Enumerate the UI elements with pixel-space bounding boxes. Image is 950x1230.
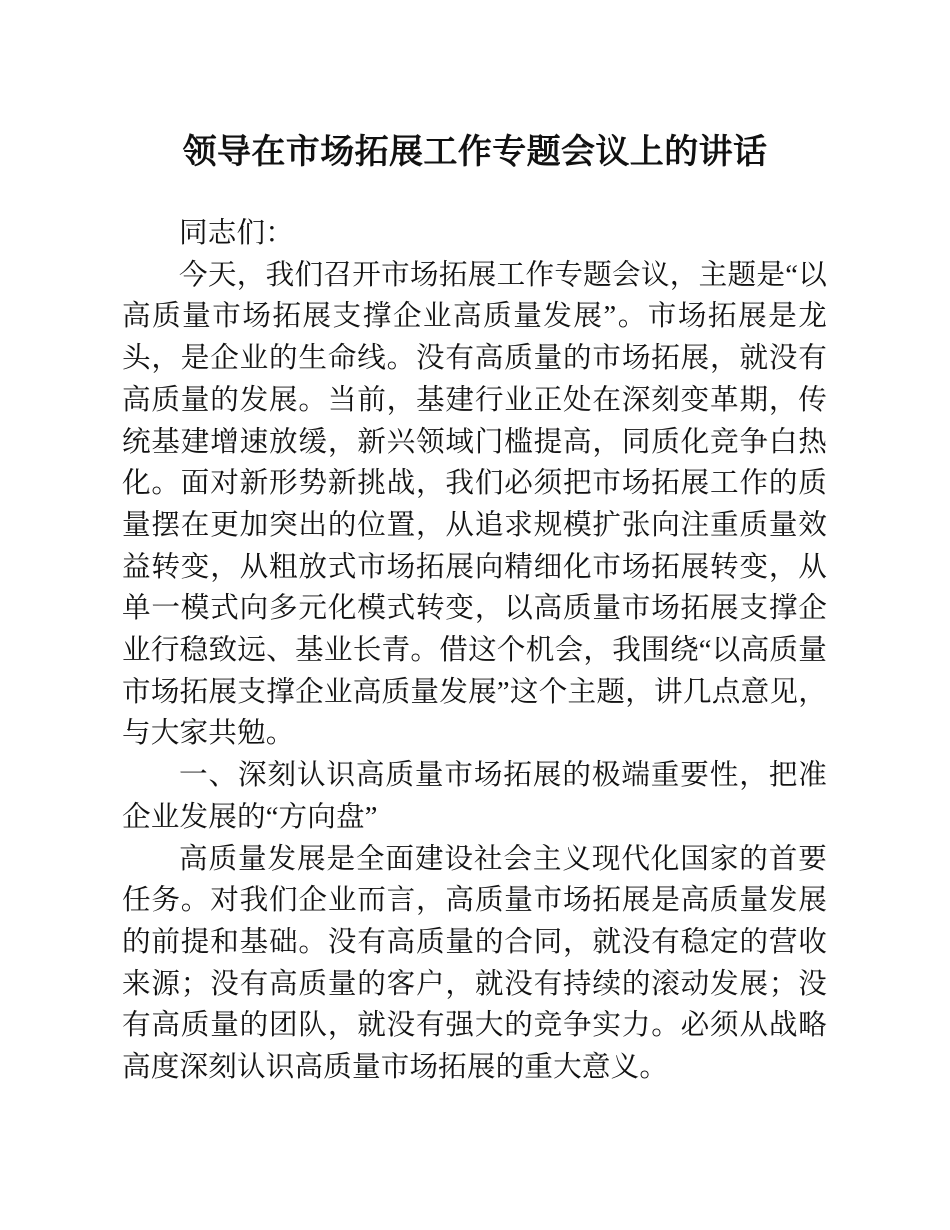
document-body — [122, 213, 827, 1089]
paragraph-section-1-body: 高质量发展是全面建设社会主义现代化国家的首要任务。对我们企业而言，高质量市场拓展是高质量发展的前提和基础。没有高质量的合同，就没有稳定的营收来源；没有高质量的客户，就没有持续的滚动发展；没有高质量的团队，就没有强大的竞争实力。必须从战略高度深刻认识高质量市场拓展的重大意义。 — [122, 843, 827, 1084]
salutation-line: 同志们： — [179, 218, 294, 249]
section-heading-1: 一、深刻认识高质量市场拓展的极端重要性，把准企业发展的“方向盘” — [122, 760, 827, 833]
page-title: 领导在市场拓展工作专题会议上的讲话 — [182, 132, 768, 171]
paragraph-intro: 今天，我们召开市场拓展工作专题会议，主题是“以高质量市场拓展支撑企业高质量发展”。市场拓展是龙头，是企业的生命线。没有高质量的市场拓展，就没有高质量的发展。当前，基建行业正处在深刻变革期，传统基建增速放缓，新兴领域门槛提高，同质化竞争白热化。面对新形势新挑战，我们必须把市场拓展工作的质量摆在更加突出的位置，从追求规模扩张向注重质量效益转变，从粗放式市场拓展向精细化市场拓展转变，从单一模式向多元化模式转变，以高质量市场拓展支撑企业行稳致远、基业长青。借这个机会，我围绕“以高质量市场拓展支撑企业高质量发展”这个主题，讲几点意见，与大家共勉。 — [122, 259, 827, 750]
